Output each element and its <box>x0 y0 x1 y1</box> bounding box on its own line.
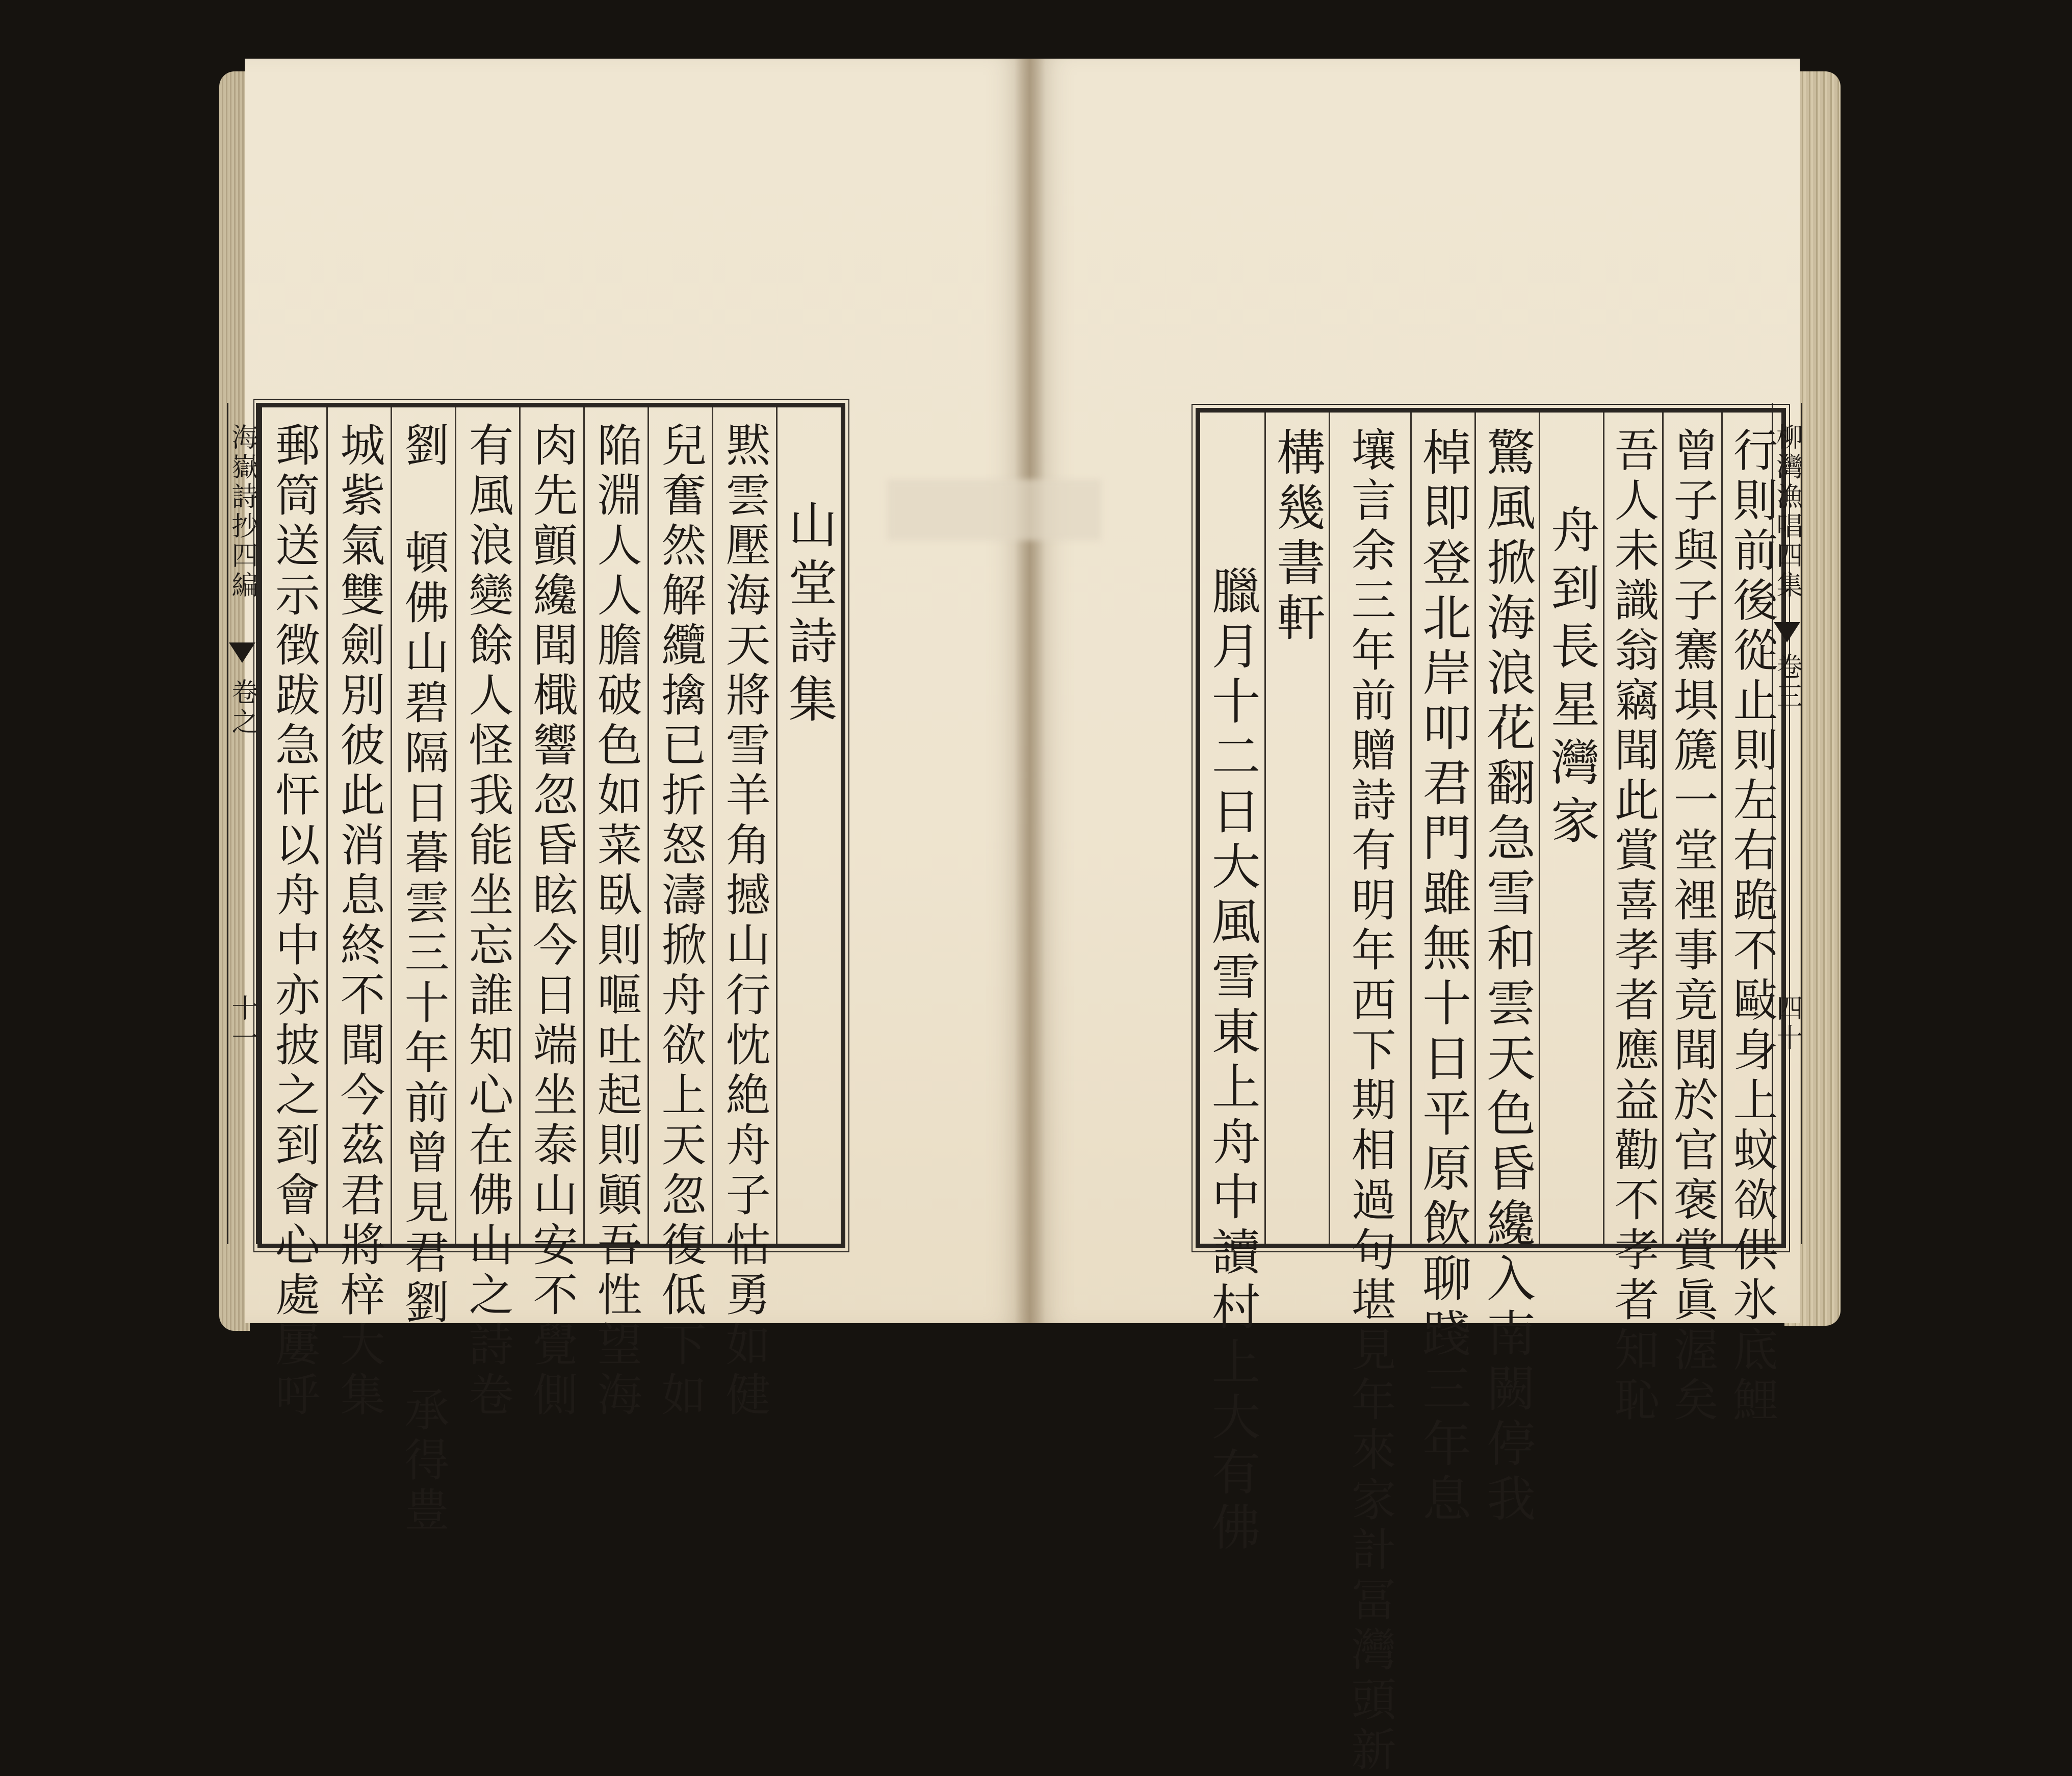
right-hanshin <box>1772 403 1802 1244</box>
text-column: 構幾書軒 <box>1264 413 1329 1244</box>
text-column: 行則前後從止則左右跪不敺身上蚊欲供氷底鯉 <box>1721 413 1781 1244</box>
left-hanshin-volume: 卷之 <box>227 678 257 737</box>
right-text-frame <box>1196 408 1786 1776</box>
text-column: 城紫氣雙劍別彼此消息終不聞今茲君將梓大集 <box>326 407 391 1244</box>
text-column <box>1200 413 1264 1557</box>
text-column: 兒奮然解纜擒已折怒濤掀舟欲上天忽復低下如 <box>648 407 712 1244</box>
column-title <box>776 407 841 1244</box>
poem-title: 山堂詩集 <box>781 499 838 732</box>
paper-repair-patch <box>887 479 1101 540</box>
text-column: 棹即登北岸叩君門雖無十日平原飲聊踐三年息 <box>1410 413 1474 1244</box>
text-column: 有風浪變餘人怪我能坐忘誰知心在佛山之詩卷 <box>455 407 519 1244</box>
left-hanshin <box>227 403 257 1244</box>
date-line: 臘月十二日大風雪東上舟中讀村上大有佛 <box>1204 565 1261 1557</box>
book-gutter <box>1015 59 1045 1323</box>
text-column: 驚風掀海浪花翻急雪和雲天色昏纔入南闕停我 <box>1474 413 1539 1244</box>
right-hanshin-volume: 卷三 <box>1772 653 1802 712</box>
left-hanshin-title: 海嶽詩抄四編 <box>227 423 257 601</box>
right-hanshin-title: 柳灣漁唱四集 <box>1772 423 1802 601</box>
right-hanshin-folio: 四十 <box>1772 994 1802 1053</box>
text-column: 陥淵人人膽破色如菜臥則嘔吐起則顚吾性望海 <box>583 407 648 1244</box>
left-hanshin-folio: 十一 <box>227 994 257 1053</box>
text-column: 黙雲壓海天將雪羊角撼山行忱絶舟子怙勇如健 <box>712 407 776 1244</box>
text-column: 劉 頓佛山碧隔日暮雲三十年前曾見君劉 承得豊 <box>391 407 455 1244</box>
text-column: 吾人未識翁竊聞此賞喜孝者應益勸不孝者知恥 <box>1603 413 1662 1244</box>
text-column: 曾子與子騫埧篪一堂裡事竟聞於官褒賞眞渥矣 <box>1662 413 1721 1244</box>
fish-tail-icon <box>229 642 255 663</box>
text-column: 壤言余三年前贈詩有明年西下期相過句堪見年來家計冨灣頭新 <box>1329 413 1410 1244</box>
fish-tail-icon <box>1774 622 1800 642</box>
column-title <box>1539 413 1603 1244</box>
poem-title: 舟到長星灣家 <box>1543 504 1600 853</box>
text-column: 郵筒送示徴跋急忓以舟中亦披之到會心處屢呼 <box>268 422 321 1421</box>
text-column: 肉先顫纔聞檝響忽昏眩今日端坐泰山安不覺側 <box>519 407 583 1244</box>
left-text-frame <box>257 403 845 1536</box>
